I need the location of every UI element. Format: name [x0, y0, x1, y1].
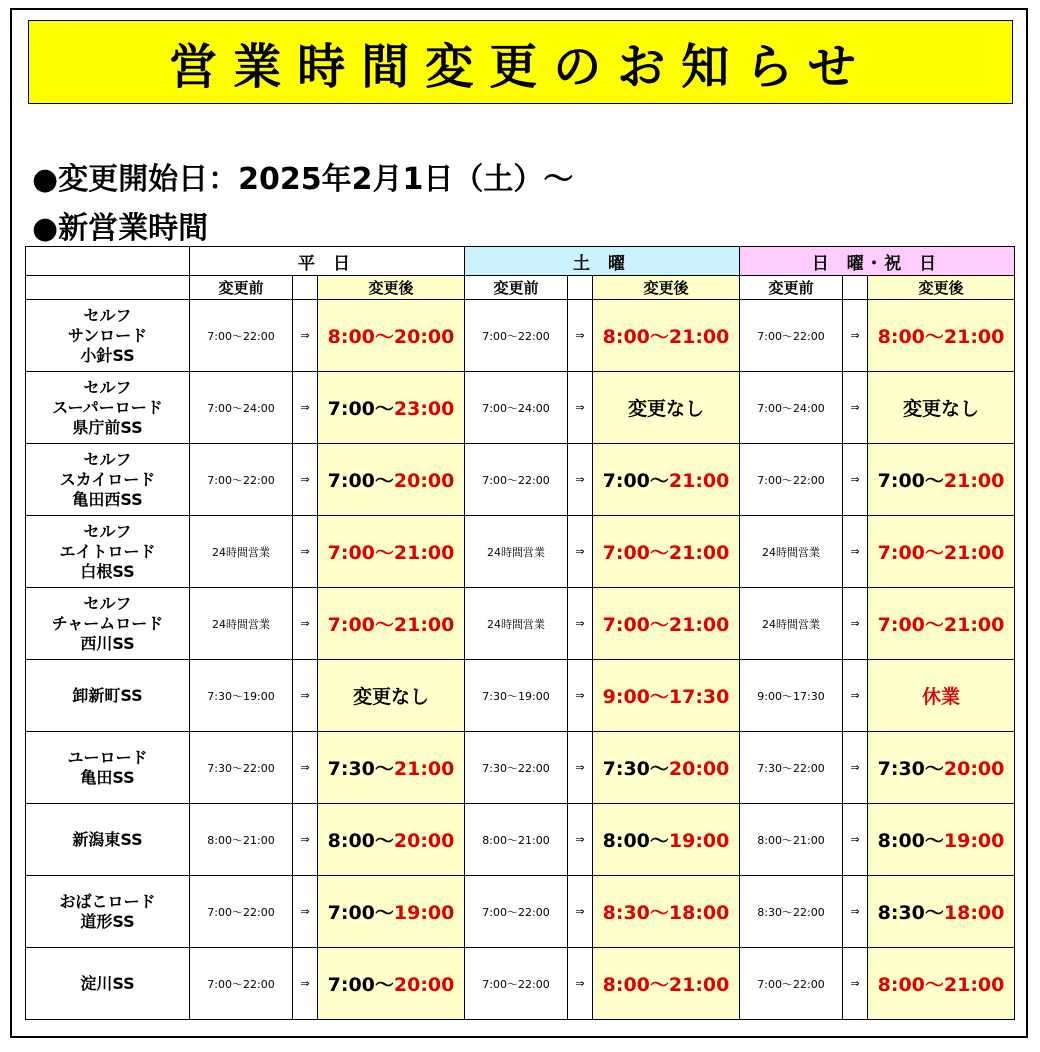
arrow-icon: ⇒ — [568, 372, 593, 444]
store-name-line: 淀川SS — [80, 973, 135, 993]
hours-before-cell: 24時間営業 — [190, 516, 293, 588]
store-name-line: 亀田SS — [80, 767, 135, 787]
store-name-cell — [26, 948, 190, 1020]
arrow-icon: ⇒ — [568, 516, 593, 588]
arrow-icon: ⇒ — [293, 876, 318, 948]
table-row — [26, 876, 1015, 948]
arrow-icon: ⇒ — [293, 300, 318, 372]
arrow-icon: ⇒ — [568, 660, 593, 732]
store-name-line: おばこロード — [59, 891, 156, 911]
after-changed-part: 21:00 — [393, 758, 455, 780]
after-unchanged-part: 7:00～ — [327, 398, 394, 420]
hours-after-cell — [868, 876, 1015, 948]
store-name-cell — [26, 372, 190, 444]
after-changed-part: 21:00 — [943, 470, 1005, 492]
after-changed-part: 7:00～21:00 — [877, 614, 1005, 636]
arrow-icon: ⇒ — [843, 300, 868, 372]
store-name-line: 卸新町SS — [72, 685, 143, 705]
hours-after-cell — [868, 516, 1015, 588]
after-changed-part: 8:00～21:00 — [877, 326, 1005, 348]
sub-header-row — [26, 276, 1015, 300]
before-header: 変更前 — [740, 276, 843, 300]
table-row — [26, 660, 1015, 732]
hours-before-cell: 24時間営業 — [740, 516, 843, 588]
hours-after-cell — [318, 660, 465, 732]
arrow-icon: ⇒ — [843, 516, 868, 588]
hours-before-cell: 7:00～22:00 — [465, 876, 568, 948]
store-name-line: ユーロード — [67, 747, 148, 767]
hours-after-cell — [868, 588, 1015, 660]
after-unchanged-part: 7:00～ — [327, 974, 394, 996]
arrow-icon: ⇒ — [843, 588, 868, 660]
hours-before-cell: 24時間営業 — [740, 588, 843, 660]
store-name-cell — [26, 516, 190, 588]
after-changed-part: 7:00～21:00 — [327, 614, 455, 636]
store-name-line: 亀田西SS — [72, 489, 143, 509]
store-name-line: セルフ — [83, 449, 132, 469]
after-header: 変更後 — [593, 276, 740, 300]
hours-before-cell: 8:00～21:00 — [190, 804, 293, 876]
after-changed-part: 8:00～20:00 — [327, 326, 455, 348]
store-name-cell — [26, 732, 190, 804]
hours-after-cell — [318, 804, 465, 876]
hours-after-cell — [318, 300, 465, 372]
hours-after-cell — [593, 372, 740, 444]
store-name-line: スカイロード — [59, 469, 156, 489]
hours-before-cell: 7:00～22:00 — [740, 948, 843, 1020]
hours-after-cell — [318, 732, 465, 804]
after-changed-part: 7:00～21:00 — [327, 542, 455, 564]
arrow-icon: ⇒ — [843, 660, 868, 732]
hours-after-cell — [318, 588, 465, 660]
after-unchanged-part: 変更なし — [902, 398, 979, 420]
after-unchanged-part: 7:00～ — [327, 902, 394, 924]
after-unchanged-part: 8:30～ — [877, 902, 944, 924]
hours-after-cell — [868, 300, 1015, 372]
hours-before-cell: 9:00～17:30 — [740, 660, 843, 732]
after-changed-part: 21:00 — [668, 470, 730, 492]
hours-before-cell: 24時間営業 — [190, 588, 293, 660]
after-unchanged-part: 8:00～ — [327, 830, 394, 852]
store-name-line: セルフ — [83, 305, 132, 325]
store-name-line: セルフ — [83, 521, 132, 541]
arrow-header — [568, 276, 593, 300]
after-changed-part: 7:00～21:00 — [602, 614, 730, 636]
new-hours-heading: ●新営業時間 — [32, 211, 209, 246]
schedule-table — [25, 246, 1015, 1020]
store-name-cell — [26, 444, 190, 516]
after-changed-part: 8:30～18:00 — [602, 902, 730, 924]
after-changed-part: 19:00 — [943, 830, 1005, 852]
hours-before-cell: 7:00～22:00 — [190, 948, 293, 1020]
store-name-line: 白根SS — [80, 561, 135, 581]
after-unchanged-part: 7:30～ — [877, 758, 944, 780]
hours-before-cell: 7:00～22:00 — [190, 300, 293, 372]
hours-after-cell — [868, 372, 1015, 444]
after-unchanged-part: 変更なし — [627, 398, 704, 420]
hours-before-cell: 7:00～22:00 — [740, 444, 843, 516]
hours-before-cell: 7:30～22:00 — [190, 732, 293, 804]
after-header: 変更後 — [318, 276, 465, 300]
table-row — [26, 804, 1015, 876]
arrow-icon: ⇒ — [843, 876, 868, 948]
arrow-icon: ⇒ — [843, 372, 868, 444]
hours-after-cell — [593, 948, 740, 1020]
hours-before-cell: 8:00～21:00 — [740, 804, 843, 876]
store-name-line: セルフ — [83, 377, 132, 397]
store-name-line: 小針SS — [80, 345, 135, 365]
after-changed-part: 9:00～17:30 — [602, 686, 730, 708]
after-changed-part: 7:00～21:00 — [877, 542, 1005, 564]
table-row — [26, 948, 1015, 1020]
hours-after-cell — [868, 804, 1015, 876]
hours-after-cell — [593, 804, 740, 876]
after-unchanged-part: 8:00～ — [602, 830, 669, 852]
store-name-cell — [26, 660, 190, 732]
table-row — [26, 516, 1015, 588]
after-header: 変更後 — [868, 276, 1015, 300]
hours-before-cell: 7:00～24:00 — [190, 372, 293, 444]
hours-before-cell: 7:00～22:00 — [465, 300, 568, 372]
hours-before-cell: 7:00～22:00 — [190, 444, 293, 516]
store-name-line: サンロード — [67, 325, 148, 345]
hours-before-cell: 7:30～19:00 — [190, 660, 293, 732]
hours-after-cell — [318, 948, 465, 1020]
sunday-holiday-header: 日 曜･祝 日 — [740, 247, 1015, 276]
after-changed-part: 18:00 — [943, 902, 1005, 924]
after-unchanged-part: 8:00～ — [877, 830, 944, 852]
hours-after-cell — [868, 660, 1015, 732]
arrow-icon: ⇒ — [293, 660, 318, 732]
arrow-icon: ⇒ — [568, 300, 593, 372]
hours-after-cell — [868, 732, 1015, 804]
hours-before-cell: 7:00～24:00 — [740, 372, 843, 444]
table-row — [26, 732, 1015, 804]
corner-cell — [26, 276, 190, 300]
table-row — [26, 300, 1015, 372]
hours-after-cell — [593, 660, 740, 732]
store-name-line: スーパーロード — [52, 397, 163, 417]
store-name-line: 道形SS — [80, 911, 135, 931]
after-unchanged-part: 変更なし — [352, 686, 429, 708]
store-name-line: 新潟東SS — [72, 829, 143, 849]
after-unchanged-part: 7:00～ — [327, 470, 394, 492]
arrow-icon: ⇒ — [293, 588, 318, 660]
store-name-line: 西川SS — [80, 633, 135, 653]
arrow-icon: ⇒ — [293, 444, 318, 516]
arrow-icon: ⇒ — [568, 948, 593, 1020]
after-changed-part: 20:00 — [393, 470, 455, 492]
store-name-cell — [26, 300, 190, 372]
hours-after-cell — [593, 444, 740, 516]
after-changed-part: 8:00～21:00 — [602, 974, 730, 996]
hours-before-cell: 7:00～22:00 — [465, 948, 568, 1020]
page-title: 営業時間変更のお知らせ — [28, 20, 1013, 104]
hours-after-cell — [868, 948, 1015, 1020]
hours-after-cell — [318, 516, 465, 588]
after-changed-part: 20:00 — [943, 758, 1005, 780]
arrow-icon: ⇒ — [843, 804, 868, 876]
after-changed-part: 23:00 — [393, 398, 455, 420]
hours-before-cell: 24時間営業 — [465, 588, 568, 660]
hours-after-cell — [318, 876, 465, 948]
arrow-header — [843, 276, 868, 300]
after-changed-part: 19:00 — [668, 830, 730, 852]
hours-after-cell — [593, 876, 740, 948]
arrow-icon: ⇒ — [293, 372, 318, 444]
after-changed-part: 20:00 — [668, 758, 730, 780]
hours-before-cell: 8:30～22:00 — [740, 876, 843, 948]
after-changed-part: 7:00～21:00 — [602, 542, 730, 564]
hours-before-cell: 7:30～22:00 — [465, 732, 568, 804]
before-header: 変更前 — [465, 276, 568, 300]
store-name-line: チャームロード — [51, 613, 164, 633]
store-name-line: エイトロード — [59, 541, 156, 561]
arrow-icon: ⇒ — [568, 876, 593, 948]
hours-before-cell: 7:00～22:00 — [190, 876, 293, 948]
hours-before-cell: 7:30～19:00 — [465, 660, 568, 732]
weekday-header: 平 日 — [190, 247, 465, 276]
hours-after-cell — [593, 300, 740, 372]
hours-after-cell — [318, 372, 465, 444]
before-header: 変更前 — [190, 276, 293, 300]
after-changed-part: 休業 — [921, 686, 960, 708]
store-name-cell — [26, 588, 190, 660]
hours-before-cell: 24時間営業 — [465, 516, 568, 588]
after-changed-part: 8:00～21:00 — [602, 326, 730, 348]
arrow-icon: ⇒ — [843, 732, 868, 804]
after-changed-part: 20:00 — [393, 830, 455, 852]
store-name-line: 県庁前SS — [72, 417, 143, 437]
arrow-icon: ⇒ — [568, 732, 593, 804]
after-unchanged-part: 7:30～ — [327, 758, 394, 780]
hours-after-cell — [318, 444, 465, 516]
arrow-icon: ⇒ — [568, 588, 593, 660]
after-changed-part: 20:00 — [393, 974, 455, 996]
arrow-icon: ⇒ — [293, 732, 318, 804]
saturday-header: 土 曜 — [465, 247, 740, 276]
after-unchanged-part: 7:00～ — [877, 470, 944, 492]
hours-after-cell — [593, 588, 740, 660]
group-header-row — [26, 247, 1015, 276]
table-row — [26, 588, 1015, 660]
after-unchanged-part: 7:30～ — [602, 758, 669, 780]
arrow-icon: ⇒ — [293, 948, 318, 1020]
corner-cell — [26, 247, 190, 276]
arrow-icon: ⇒ — [293, 516, 318, 588]
arrow-icon: ⇒ — [568, 804, 593, 876]
store-name-line: セルフ — [83, 593, 132, 613]
table-row — [26, 444, 1015, 516]
hours-before-cell: 7:00～22:00 — [465, 444, 568, 516]
store-name-cell — [26, 804, 190, 876]
hours-before-cell: 7:30～22:00 — [740, 732, 843, 804]
arrow-icon: ⇒ — [568, 444, 593, 516]
after-changed-part: 8:00～21:00 — [877, 974, 1005, 996]
store-name-cell — [26, 876, 190, 948]
after-changed-part: 19:00 — [393, 902, 455, 924]
hours-before-cell: 7:00～24:00 — [465, 372, 568, 444]
hours-before-cell: 7:00～22:00 — [740, 300, 843, 372]
hours-before-cell: 8:00～21:00 — [465, 804, 568, 876]
table-row — [26, 372, 1015, 444]
arrow-icon: ⇒ — [293, 804, 318, 876]
start-date-line: ●変更開始日：2025年2月1日（土）～ — [32, 162, 574, 197]
arrow-icon: ⇒ — [843, 444, 868, 516]
arrow-header — [293, 276, 318, 300]
hours-after-cell — [593, 732, 740, 804]
after-unchanged-part: 7:00～ — [602, 470, 669, 492]
hours-after-cell — [868, 444, 1015, 516]
arrow-icon: ⇒ — [843, 948, 868, 1020]
hours-after-cell — [593, 516, 740, 588]
